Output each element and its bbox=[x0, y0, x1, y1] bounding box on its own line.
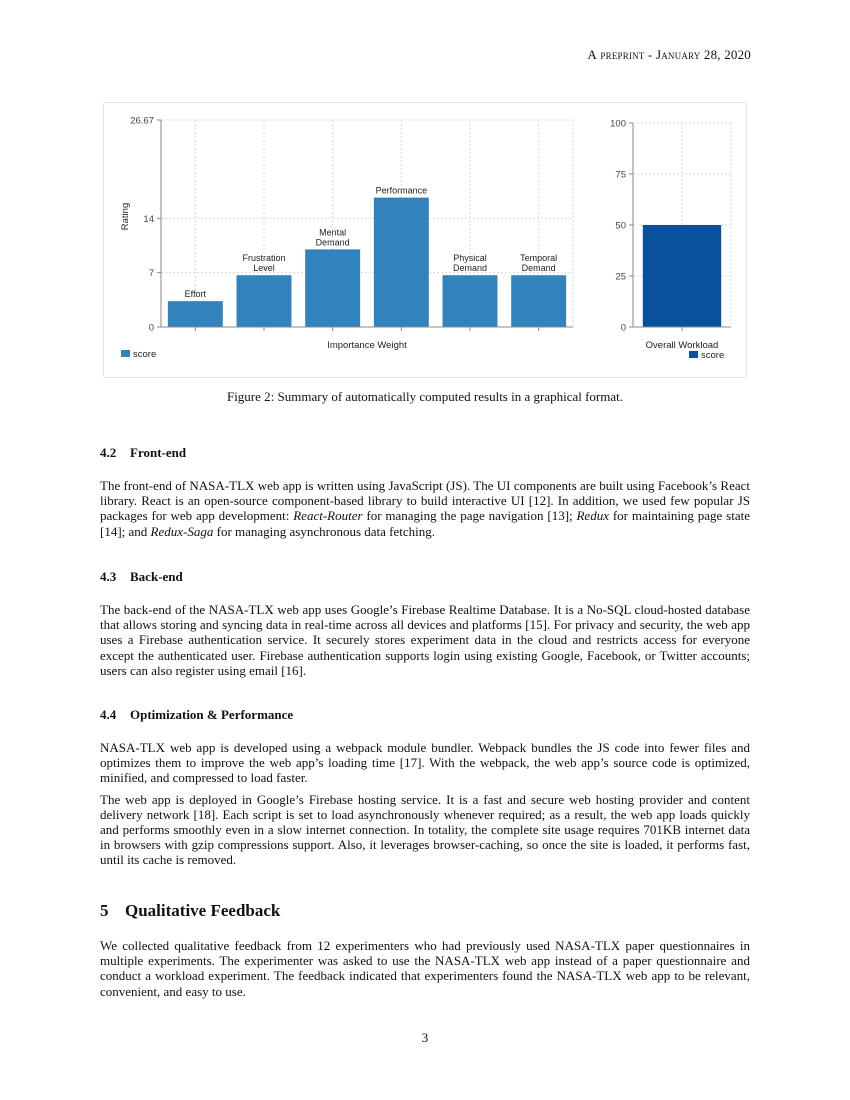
legend-label: score bbox=[133, 349, 157, 360]
section-4-4 bbox=[100, 707, 750, 868]
section-4-3 bbox=[100, 569, 750, 678]
header-prefix-cap: A bbox=[587, 47, 597, 62]
y-tick-label: 50 bbox=[615, 220, 626, 232]
bar-label: Physical bbox=[453, 253, 487, 264]
bar-performance bbox=[374, 198, 429, 327]
section-title: Qualitative Feedback bbox=[125, 901, 281, 920]
bar-label: Demand bbox=[315, 237, 350, 248]
header-date-cap: J bbox=[655, 47, 662, 62]
text-run: for maintaining page state [14]; and bbox=[100, 508, 750, 539]
paragraph: The web app is deployed in Google’s Firebase hosting service. It is a fast and secure web hosting provider and content delivery network [18]. Each script is set to load asynchronously whenever required; as a result, the web app loads quickly and performs smoothly even in a slow internet connection. In totality, the complete site usage requires 701KB internet data in browsers with gzip compressions support. Also, it leverages browser-caching, so once the site is loaded, it performs fast, until its cache is removed. bbox=[100, 791, 750, 868]
section-number: 4.3 bbox=[100, 569, 117, 584]
text-run-italic: Redux bbox=[576, 508, 609, 524]
text-run-italic: React-Router bbox=[293, 508, 363, 524]
y-tick-label: 0 bbox=[148, 322, 154, 334]
y-tick-label: 0 bbox=[620, 322, 626, 334]
figure-2-chart-panel bbox=[103, 102, 747, 378]
section-title: Optimization & Performance bbox=[130, 707, 294, 722]
section-number: 4.4 bbox=[100, 707, 117, 722]
paragraph: We collected qualitative feedback from 12 experimenters who had previously used NASA-TLX paper questionnaires in multiple experiments. The experimenter was asked to use the NASA-TLX web app instead of a paper questionnaire and conduct a workload experiment. The feedback indicated that experimenters found the NASA-TLX web app to be relevant, convenient, and easy to use. bbox=[100, 938, 750, 999]
section-number: 5 bbox=[100, 901, 109, 920]
bar-charts bbox=[104, 103, 746, 377]
bar-label: Frustration bbox=[242, 253, 286, 264]
bar-label: Effort bbox=[184, 289, 207, 300]
text-run: for managing the page navigation [13]; bbox=[362, 508, 577, 524]
y-tick-label: 26.67 bbox=[130, 115, 154, 127]
section-heading bbox=[100, 569, 750, 585]
section-title: Back-end bbox=[130, 569, 183, 584]
section-5 bbox=[100, 901, 750, 999]
legend-label: score bbox=[701, 350, 725, 361]
legend-swatch bbox=[121, 350, 130, 357]
bar-label: Demand bbox=[521, 263, 556, 274]
y-tick-label: 100 bbox=[610, 118, 626, 130]
section-heading bbox=[100, 707, 750, 723]
bar-effort bbox=[168, 301, 223, 327]
header-prefix: preprint - bbox=[596, 47, 656, 62]
bar-overall-workload bbox=[643, 225, 721, 327]
section-4-2 bbox=[100, 445, 750, 539]
section-heading bbox=[100, 901, 750, 921]
bar-label: Performance bbox=[375, 185, 428, 196]
y-axis-label: Rating bbox=[120, 202, 131, 231]
running-header bbox=[587, 47, 751, 63]
paragraph: The back-end of the NASA-TLX web app uses Google’s Firebase Realtime Database. It is a No-SQL cloud-hosted database that allows storing and syncing data in real-time across all devices and platforms [15]. For privacy and security, the web app uses a Firebase authentication service. It securely stores experiment data in the cloud and restricts access for everyone except the authenticated user. Firebase authentication supports login using existing Google, Facebook, or Twitter accounts; users can also register using email [16]. bbox=[100, 602, 750, 678]
section-title: Front-end bbox=[130, 445, 187, 460]
paragraph bbox=[100, 478, 750, 539]
text-run: The front-end of NASA-TLX web app is written using JavaScript (JS). The UI components are built using Facebook’s React library. React is an open-source component-based library to build interactive UI [12]. In addition, we used few popular JS packages for web app development: bbox=[100, 478, 750, 524]
y-tick-label: 14 bbox=[143, 213, 154, 225]
bar-temporal-demand bbox=[511, 275, 566, 327]
y-tick-label: 7 bbox=[148, 268, 154, 280]
text-run-italic: Redux-Saga bbox=[150, 523, 214, 539]
y-tick-label: 75 bbox=[615, 169, 626, 181]
bar-frustration-level bbox=[237, 275, 292, 327]
paragraph: NASA-TLX web app is developed using a webpack module bundler. Webpack bundles the JS code into fewer files and optimizes them to improve the web app’s loading time [17]. With the webpack, the web app’s source code is optimized, minified, and compressed to load faster. bbox=[100, 740, 750, 786]
bar-label: Temporal bbox=[520, 253, 558, 264]
legend-swatch bbox=[689, 351, 698, 358]
y-tick-label: 25 bbox=[615, 271, 626, 283]
section-heading bbox=[100, 445, 750, 461]
x-axis-label: Importance Weight bbox=[327, 340, 407, 351]
bar-label: Mental bbox=[319, 227, 347, 238]
bar-physical-demand bbox=[443, 275, 498, 327]
bar-mental-demand bbox=[305, 249, 360, 327]
x-axis-label: Overall Workload bbox=[645, 340, 719, 351]
header-date: anuary 28, 2020 bbox=[661, 47, 751, 62]
bar-label: Demand bbox=[452, 263, 488, 274]
page-number: 3 bbox=[421, 1030, 429, 1045]
bar-label: Level bbox=[253, 263, 275, 274]
section-number: 4.2 bbox=[100, 445, 117, 460]
figure-caption: Figure 2: Summary of automatically computed results in a graphical format. bbox=[226, 389, 624, 404]
text-run: for managing asynchronous data fetching. bbox=[213, 523, 436, 539]
